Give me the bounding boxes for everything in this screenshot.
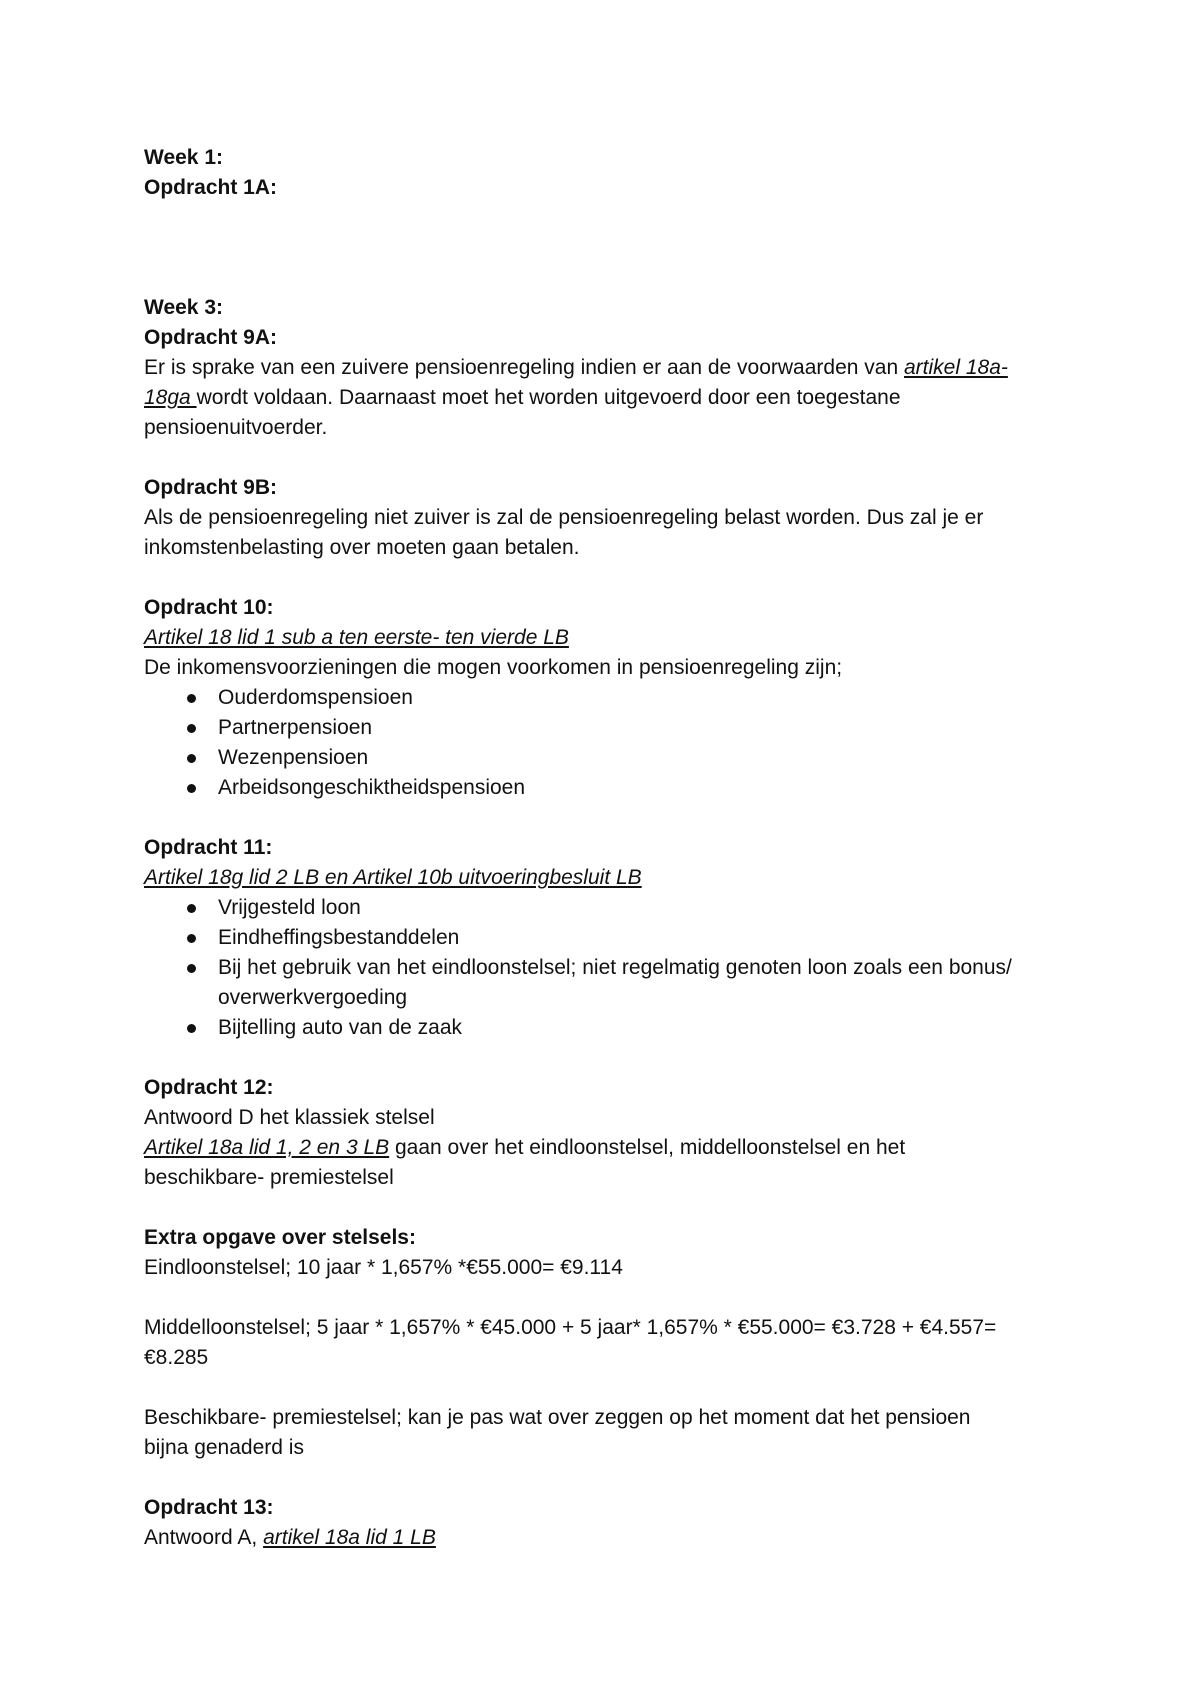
list-item xyxy=(218,953,1012,983)
bullet-icon xyxy=(187,904,196,913)
list-item-label: Bijtelling auto van de zaak xyxy=(218,1016,462,1039)
list-item-label: Ouderdomspensioen xyxy=(218,686,413,709)
article-reference: 18ga xyxy=(144,386,197,409)
list-item xyxy=(218,713,372,743)
middelloonstelsel-result: €8.285 xyxy=(144,1346,209,1369)
extra-opgave-heading: Extra opgave over stelsels: xyxy=(144,1226,416,1249)
list-item-continuation: overwerkvergoeding xyxy=(218,986,408,1009)
middelloonstelsel-calculation: Middelloonstelsel; 5 jaar * 1,657% * €45.000 + 5 jaar* 1,657% * €55.000= €3.728 + €4.557= xyxy=(144,1316,997,1339)
list-item-label: Partnerpensioen xyxy=(218,716,373,739)
opdracht-10-intro: De inkomensvoorzieningen die mogen voorkomen in pensioenregeling zijn; xyxy=(144,656,843,679)
bullet-icon xyxy=(187,694,196,703)
list-item xyxy=(218,683,413,713)
bullet-icon xyxy=(187,784,196,793)
list-item xyxy=(218,743,368,773)
opdracht-11-reference: Artikel 18g lid 2 LB en Artikel 10b uitvoeringbesluit LB xyxy=(144,866,642,889)
opdracht-12-heading: Opdracht 12: xyxy=(144,1076,274,1099)
opdracht-9a-heading: Opdracht 9A: xyxy=(144,326,278,349)
opdracht-9a-line-2 xyxy=(144,383,901,413)
list-item-label: Vrijgesteld loon xyxy=(218,896,361,919)
opdracht-10-heading: Opdracht 10: xyxy=(144,596,274,619)
opdracht-12-text: gaan over het eindloonstelsel, middelloonstelsel en het xyxy=(389,1136,906,1159)
beschikbare-premiestelsel-line-1: Beschikbare- premiestelsel; kan je pas wat over zeggen op het moment dat het pensioen xyxy=(144,1406,971,1429)
week-1-heading: Week 1: xyxy=(144,146,223,169)
bullet-icon xyxy=(187,754,196,763)
opdracht-9a-line-1 xyxy=(144,353,1008,383)
article-reference: artikel 18a lid 1 LB xyxy=(263,1526,436,1549)
beschikbare-premiestelsel-line-2: bijna genaderd is xyxy=(144,1436,304,1459)
opdracht-9a-line-3: pensioenuitvoerder. xyxy=(144,416,328,439)
article-reference: artikel 18a- xyxy=(903,356,1008,379)
opdracht-1a-heading: Opdracht 1A: xyxy=(144,176,278,199)
opdracht-12-line-2: beschikbare- premiestelsel xyxy=(144,1166,394,1189)
list-item xyxy=(218,893,361,923)
bullet-icon xyxy=(187,1024,196,1033)
opdracht-13-text: Antwoord A, xyxy=(144,1526,264,1549)
opdracht-13-answer xyxy=(144,1523,436,1553)
opdracht-12-line xyxy=(144,1133,905,1163)
list-item-label: Eindheffingsbestanddelen xyxy=(218,926,460,949)
list-item-label: Bij het gebruik van het eindloonstelsel; niet regelmatig genoten loon zoals een bonus/ xyxy=(218,956,1012,979)
list-item xyxy=(218,1013,462,1043)
eindloonstelsel-calculation: Eindloonstelsel; 10 jaar * 1,657% *€55.000= €9.114 xyxy=(144,1256,623,1279)
bullet-icon xyxy=(187,934,196,943)
opdracht-9b-line-2: inkomstenbelasting over moeten gaan betalen. xyxy=(144,536,580,559)
list-item xyxy=(218,773,525,803)
list-item-label: Wezenpensioen xyxy=(218,746,369,769)
opdracht-11-heading: Opdracht 11: xyxy=(144,836,273,859)
opdracht-9a-text: Er is sprake van een zuivere pensioenregeling indien er aan de voorwaarden van xyxy=(144,356,904,379)
opdracht-9b-line-1: Als de pensioenregeling niet zuiver is zal de pensioenregeling belast worden. Dus zal je er xyxy=(144,506,984,529)
week-3-heading: Week 3: xyxy=(144,296,223,319)
opdracht-10-reference: Artikel 18 lid 1 sub a ten eerste- ten vierde LB xyxy=(144,626,569,649)
list-item xyxy=(218,923,459,953)
list-item-label: Arbeidsongeschiktheidspensioen xyxy=(218,776,526,799)
bullet-icon xyxy=(187,724,196,733)
article-reference: Artikel 18a lid 1, 2 en 3 LB xyxy=(144,1136,390,1159)
bullet-icon xyxy=(187,964,196,973)
opdracht-12-answer: Antwoord D het klassiek stelsel xyxy=(144,1106,435,1129)
opdracht-9b-heading: Opdracht 9B: xyxy=(144,476,278,499)
opdracht-13-heading: Opdracht 13: xyxy=(144,1496,274,1519)
opdracht-9a-text: wordt voldaan. Daarnaast moet het worden uitgevoerd door een toegestane xyxy=(196,386,901,409)
